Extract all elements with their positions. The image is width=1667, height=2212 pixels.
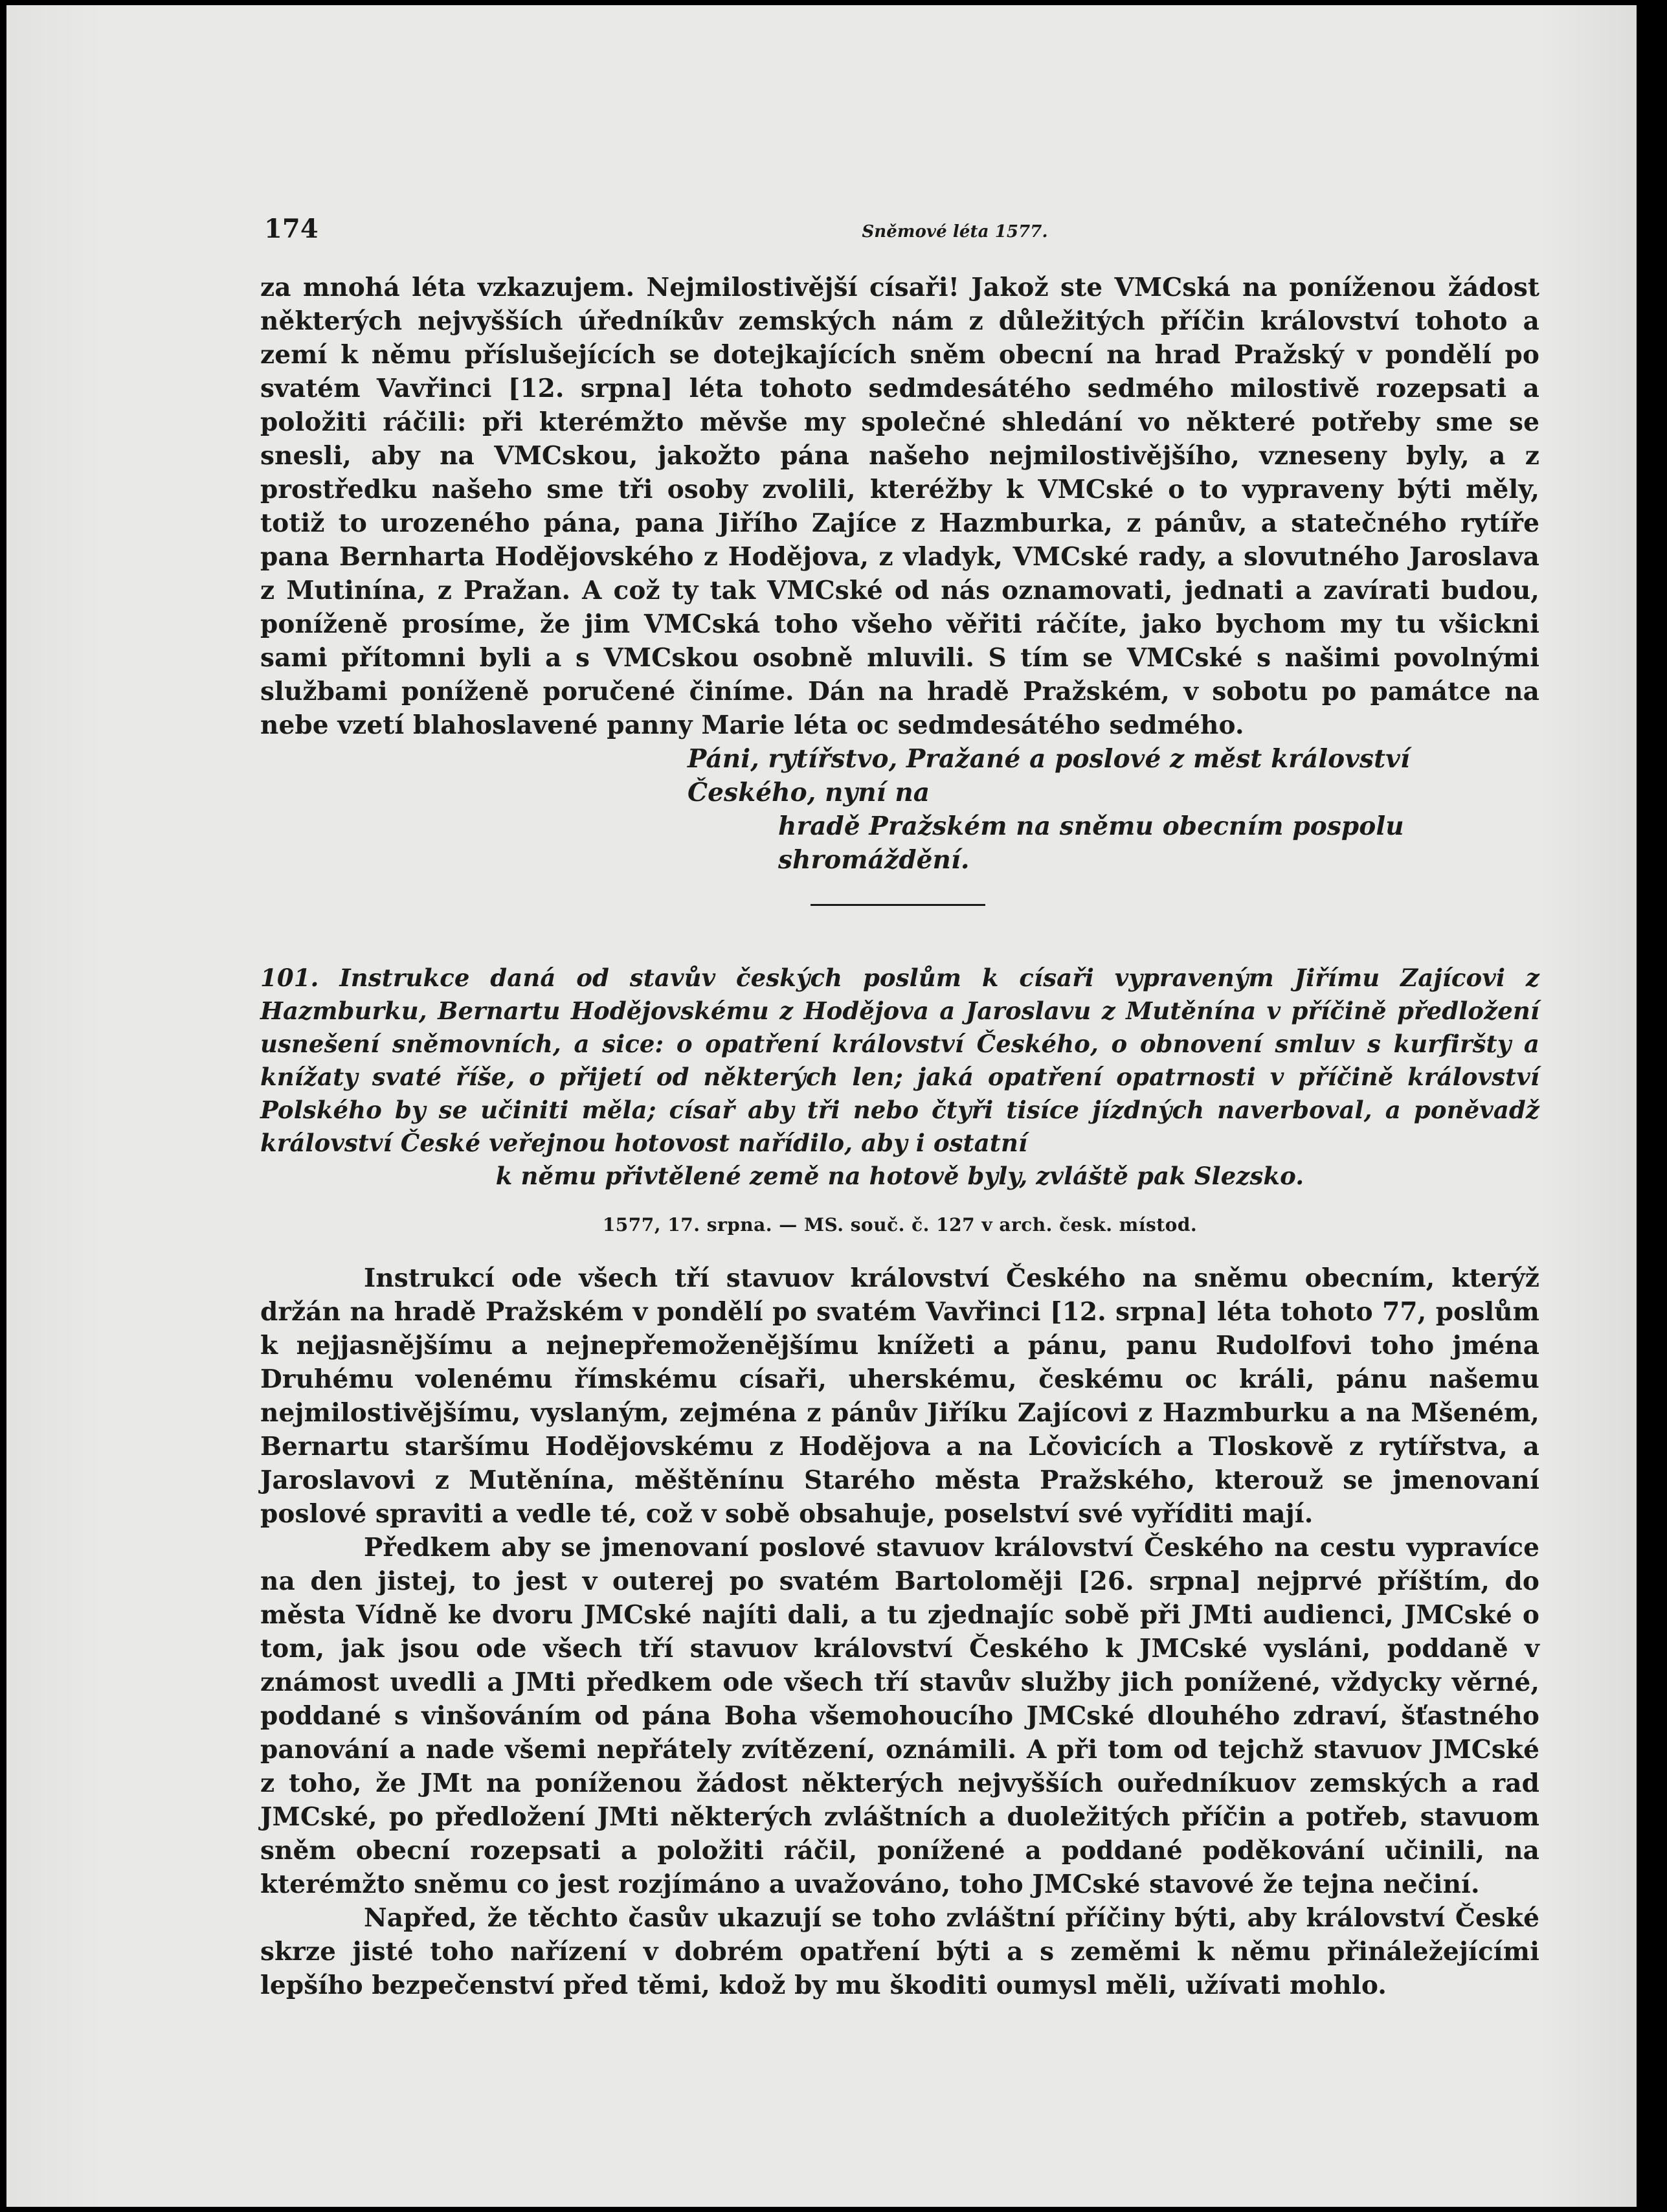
scan-right-edge [1637,0,1667,2212]
page-content [260,212,1539,2002]
address-line-1: Páni, rytířstvo, Pražané a poslové z měst království Českého, nyní na [688,744,1410,807]
document-heading-last-line: k němu přivtělené země na hotově byly, zvláště pak Slezsko. [495,1162,1304,1190]
section-divider [811,904,985,906]
running-title: Sněmové léta 1577. [862,222,1048,242]
letter-body: za mnohá léta vzkazujem. Nejmilostivější císaři! Jakož ste VMCská na poníženou žádost některých nejvyšších úředníkův zemských nám z důležitých příčin království tohoto a zemí k němu příslušejících se dotejkajících sněm obecní na hrad Pražský v pondělí po svatém Vavřinci [12. srpna] léta tohoto sedmdesátého sedmého milostivě rozepsati a položiti ráčili: při kterémžto měvše my společné shledání vo některé potřeby sme se snesli, aby na VMCskou, jakožto pána našeho nejmilostivějšího, vzneseny byly, a z prostředku našeho sme tři osoby zvolili, kteréžby k VMCské o to vypraveny býti měly, totiž to urozeného pána, pana Jiřího Zajíce z Hazmburka, z pánův, a statečného rytíře pana Bernharta Hodějovského z Hodějova, z vladyk, VMCské rady, a slovutného Jaroslava z Mutinína, z Pražan. A což ty tak VMCské od nás oznamovati, jednati a zavírati budou, poníženě prosíme, že jim VMCská toho všeho věřiti ráčíte, jako bychom my tu všickni sami přítomni byli a s VMCskou osobně mluvili. S tím se VMCské s našimi povolnými službami poníženě poručené činíme. Dán na hradě Pražském, v sobotu po památce na nebe vzetí blahoslavené panny Marie léta oc sedmdesátého sedmého. [260,273,1539,740]
running-head [260,212,1539,246]
document-heading [260,962,1539,1193]
letter-address [260,742,1539,877]
body-paragraph-3: Napřed, že těchto časův ukazují se toho zvláštní příčiny býti, aby království České skrze jisté toho nařízení v dobrém opatření býti a s zeměmi k němu přináležejícími lepšího bezpečenství před těmi, kdož by mu škoditi oumysl měli, užívati mohlo. [260,1903,1539,2000]
body-paragraph-2: Předkem aby se jmenovaní poslové stavuov království Českého na cestu vypravíce na den jistej, to jest v outerej po svatém Bartoloměji [26. srpna] nejprvé příštím, do města Vídně ke dvoru JMCské najíti dali, a tu zjednajíc sobě při JMti audienci, JMCské o tom, jak jsou ode všech tří stavuov království Českého k JMCské vysláni, poddaně v známost uvedli a JMti předkem ode všech tří stavův služby jich ponížené, vždycky věrné, poddané s vinšováním od pána Boha všemohoucího JMCské dlouhého zdraví, šťastného panování a nade všemi nepřátely zvítězení, oznámili. A při tom od tejchž stavuov JMCské z toho, že JMt na poníženou žádost některých nejvyšších ouředníkuov zemských a rad JMCské, po předložení JMti některých zvláštních a duoležitých příčin a potřeb, stavuom sněm obecní rozepsati a položiti ráčil, ponížené a poddané poděkování učinili, na kterémžto sněmu co jest rozjímáno a uvažováno, toho JMCské stavové že tejna nečiní. [260,1533,1539,1899]
document-dateline: 1577, 17. srpna. — MS. souč. č. 127 v arch. česk. místod. [602,1214,1198,1236]
page-number: 174 [264,214,319,244]
document-heading-text: 101. Instrukce daná od stavův českých poslům k císaři vypraveným Jiřímu Zajícovi z Hazmburku, Bernartu Hodějovskému z Hodějova a Jaroslavu z Mutěnína v příčině předložení usnešení sněmovních, a sice: o opatření království Českého, o obnovení smluv s kurfiršty a knížaty svaté říše, o přijetí od některých len; jaká opatření opatrnosti v příčině království Polského by se učiniti měla; císař aby tři nebo čtyři tisíce jízdných naverboval, a poněvadž království České veřejnou hotovost nařídilo, aby i ostatní [260,964,1539,1157]
address-line-2: hradě Pražském na sněmu obecním pospolu shromáždění. [778,811,1404,875]
body-paragraph-1: Instrukcí ode všech tří stavuov království Českého na sněmu obecním, kterýž držán na hradě Pražském v pondělí po svatém Vavřinci [12. srpna] léta tohoto 77, poslům k nejjasnějšímu a nejnepřemoženějšímu knížeti a pánu, panu Rudolfovi toho jména Druhému volenému římskému císaři, uherskému, českému oc králi, pánu našemu nejmilostivějšímu, vyslaným, zejména z pánův Jiříku Zajícovi z Hazmburku a na Mšeném, Bernartu staršímu Hodějovskému z Hodějova a na Lčovicích a Tloskově z rytířstva, a Jaroslavovi z Mutěnína, měštěnínu Starého města Pražského, kterouž se jmenovaní poslové spraviti a vedle té, což v sobě obsahuje, poselství své vyříditi mají. [260,1263,1539,1529]
